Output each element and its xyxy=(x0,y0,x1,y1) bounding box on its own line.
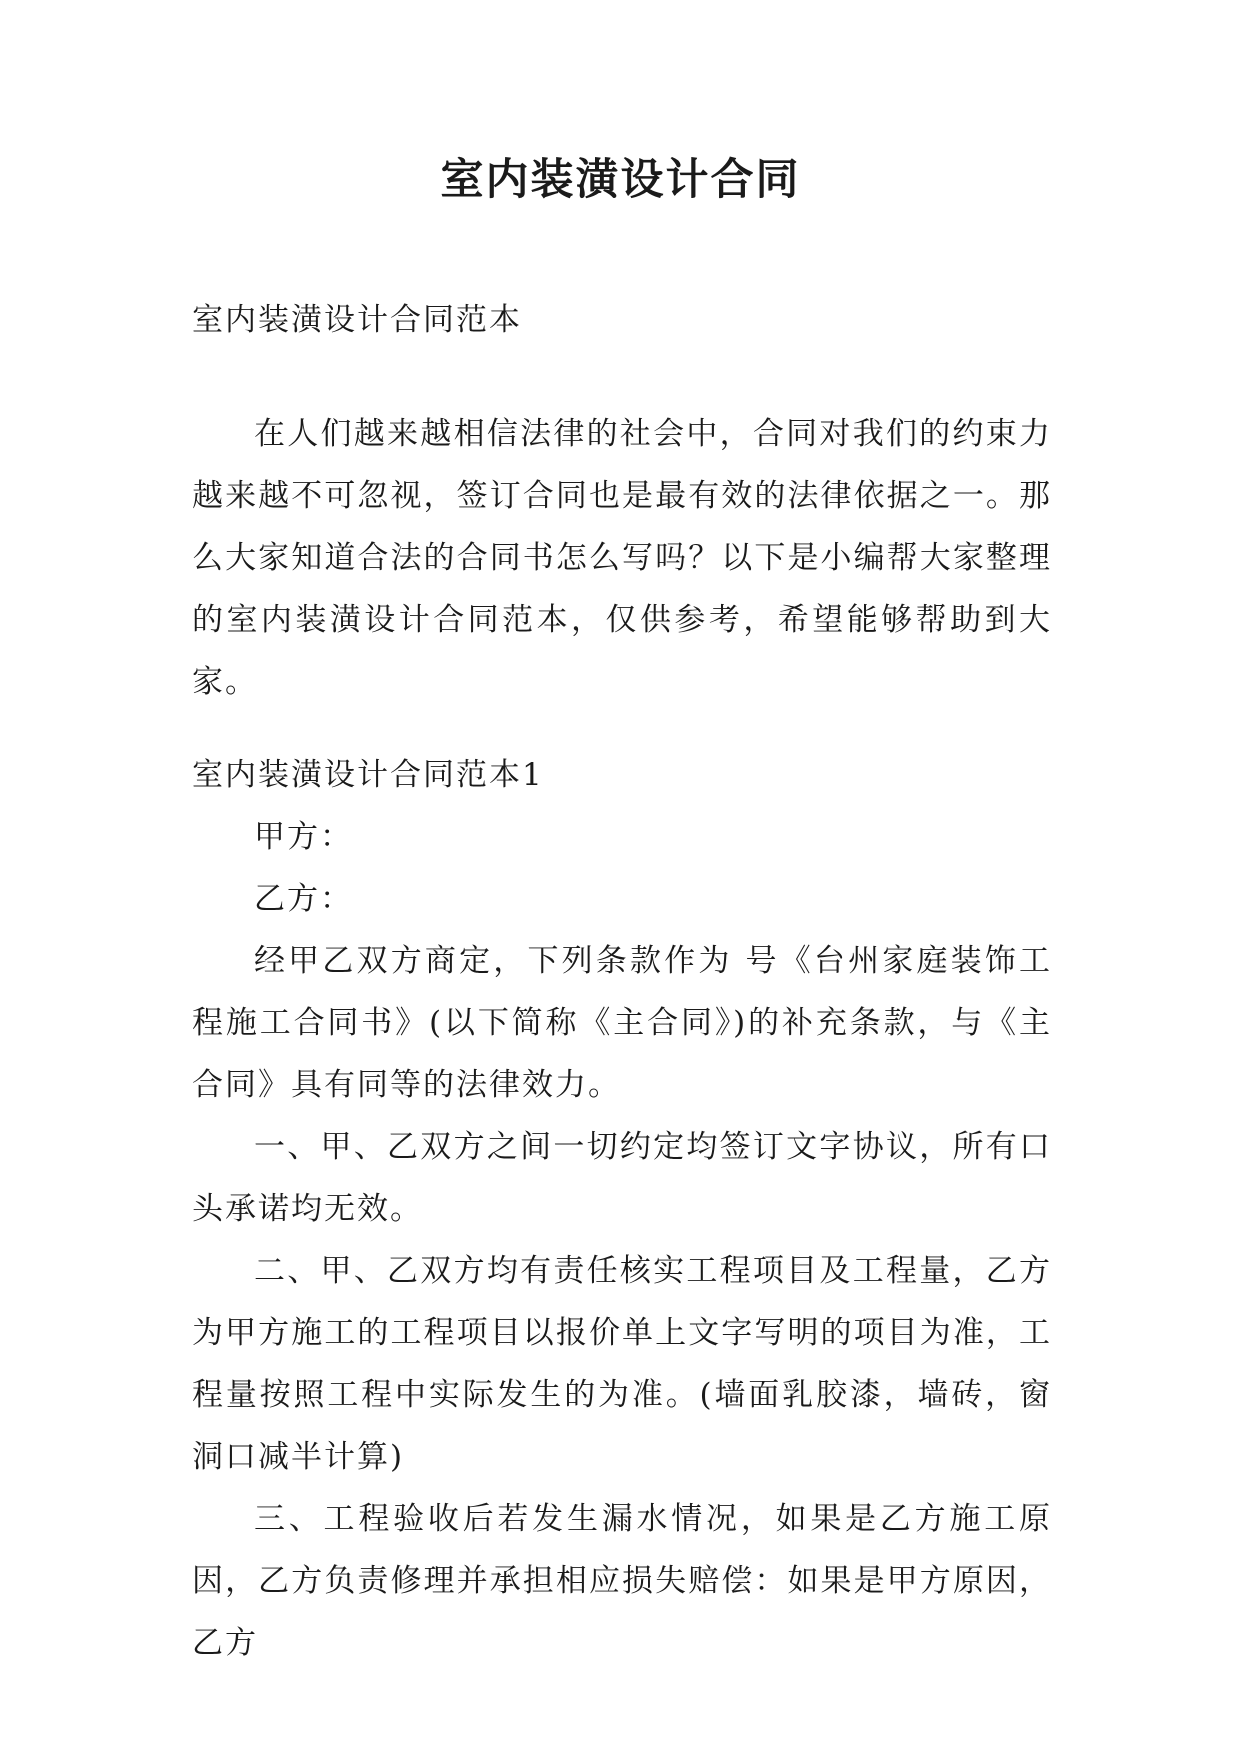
document-title: 室内装潢设计合同 xyxy=(440,155,801,205)
intro-paragraph: 在人们越来越相信法律的社会中，合同对我们的约束力越来越不可忽视，签订合同也是最有效的法律依据之一。那么大家知道合法的合同书怎么写吗？以下是小编帮大家整理的室内装潢设计合同范本，仅供参考，希望能够帮助到大家。 xyxy=(192,416,1052,700)
contract-body xyxy=(192,744,1052,1674)
clause-3: 三、工程验收后若发生漏水情况，如果是乙方施工原因，乙方负责修理并承担相应损失赔偿：如果是甲方原因，乙方 xyxy=(192,1501,1052,1661)
section-title: 室内装潢设计合同范本1 xyxy=(192,757,544,793)
party-a-line: 甲方： xyxy=(254,819,353,855)
intro-section xyxy=(192,403,1052,713)
party-b-line: 乙方： xyxy=(254,881,353,917)
clause-1: 一、甲、乙双方之间一切约定均签订文字协议，所有口头承诺均无效。 xyxy=(192,1129,1052,1227)
paragraph-agreement: 经甲乙双方商定，下列条款作为 号《台州家庭装饰工程施工合同书》(以下简称《主合同》)的补充条款，与《主合同》具有同等的法律效力。 xyxy=(192,943,1052,1103)
clause-2: 二、甲、乙双方均有责任核实工程项目及工程量，乙方为甲方施工的工程项目以报价单上文字写明的项目为准，工程量按照工程中实际发生的为准。(墙面乳胶漆，墙砖，窗洞口减半计算) xyxy=(192,1253,1052,1475)
document-subtitle xyxy=(192,289,1052,351)
subtitle-text: 室内装潢设计合同范本 xyxy=(192,302,522,338)
